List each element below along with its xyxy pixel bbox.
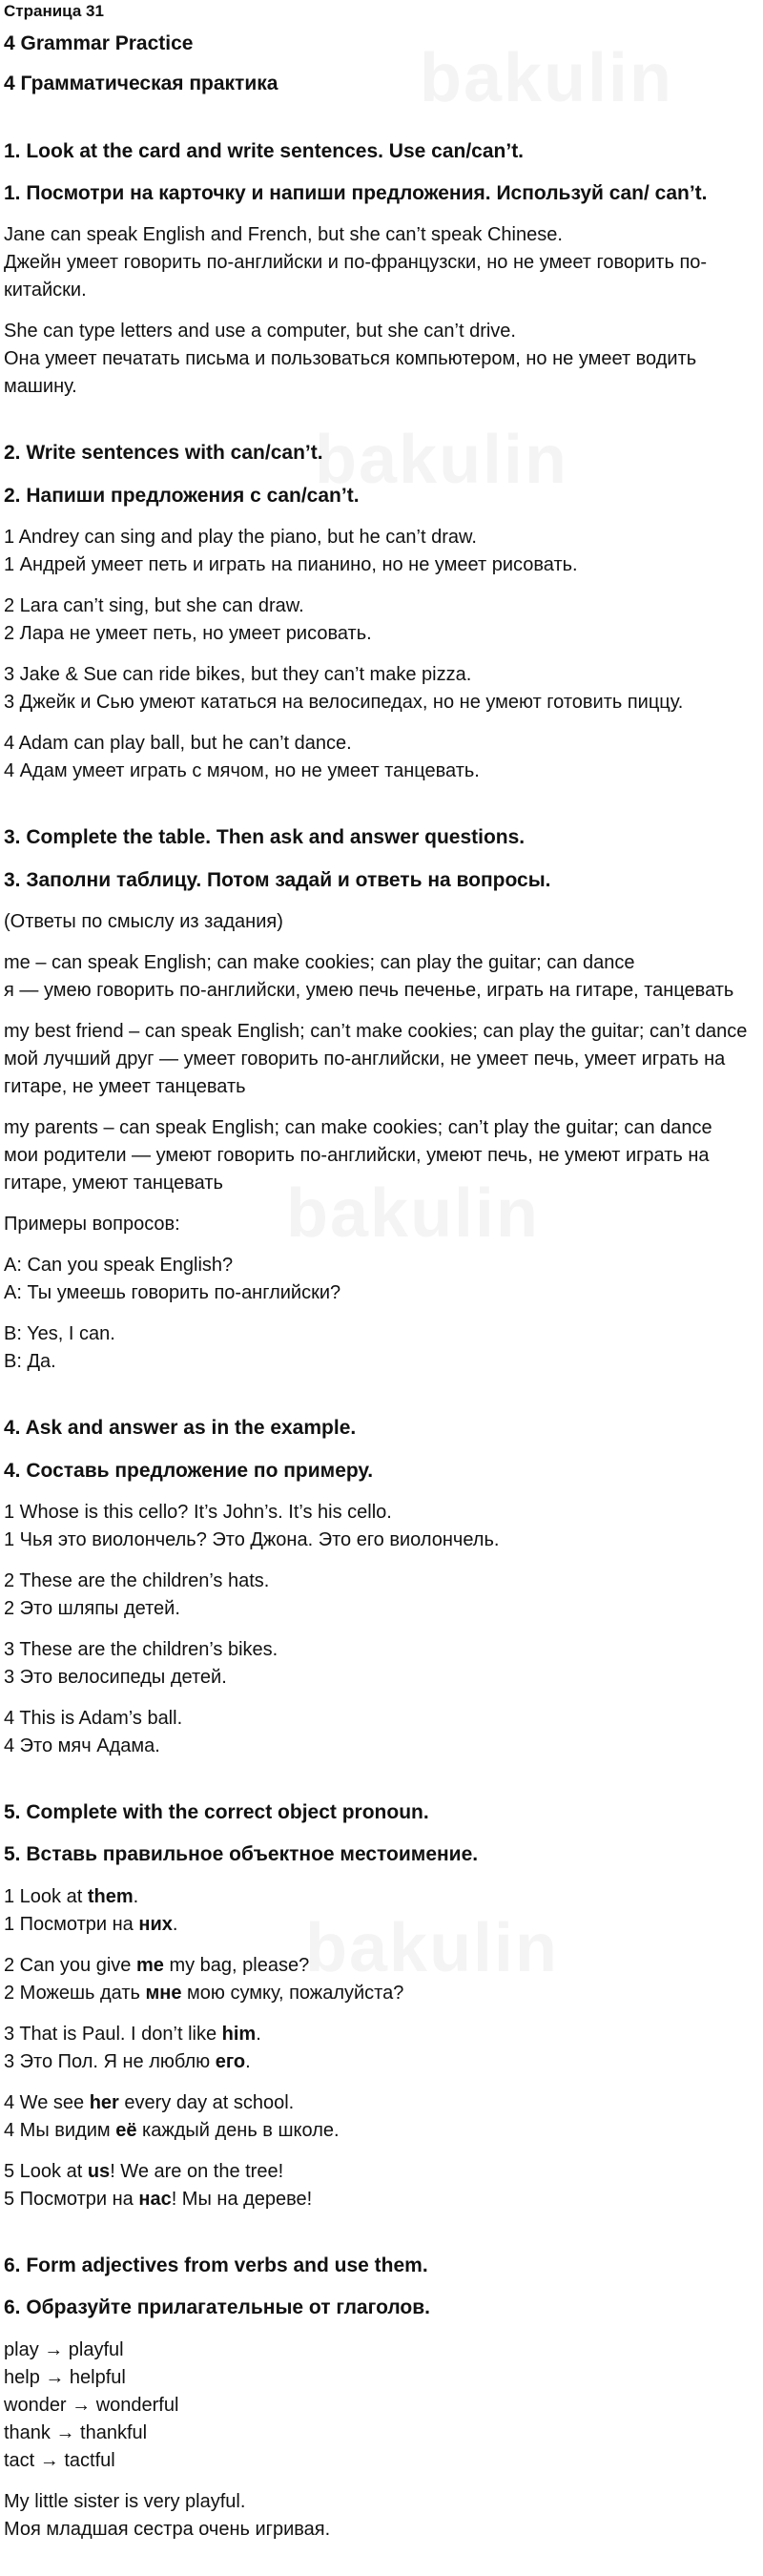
- answer-ru: я — умею говорить по-английски, умею печь печенье, играть на гитаре, танцевать: [4, 980, 734, 1002]
- answer-item: [4, 1952, 753, 2007]
- answer-en: 2 These are the children’s hats.: [4, 1570, 270, 1592]
- answer-en: [4, 1883, 753, 1911]
- example-en: My little sister is very playful.: [4, 2490, 246, 2512]
- section-note: (Ответы по смыслу из задания): [4, 911, 283, 933]
- answer-en: my best friend – can speak English; can’t make cookies; can play the guitar; can’t dance: [4, 1021, 748, 1043]
- answer-text: .: [172, 1913, 178, 1935]
- title-ru: 4 Грамматическая практика: [4, 73, 278, 95]
- answer-item: [4, 1883, 753, 1939]
- answer-text: мою сумку, пожалуйста?: [181, 1982, 404, 2004]
- pronoun-answer: нас: [138, 2188, 172, 2210]
- section-heading-ru: 4. Составь предложение по примеру.: [4, 1459, 374, 1482]
- answer-text: 5 Look at: [4, 2160, 88, 2182]
- answer-text: .: [133, 1885, 139, 1907]
- answer-item: [4, 524, 753, 579]
- page-number: Страница 31: [4, 2, 104, 20]
- answer-text: 4 Мы видим: [4, 2119, 116, 2141]
- pronoun-answer: мне: [145, 1982, 182, 2004]
- examples-label: Примеры вопросов:: [4, 1214, 180, 1236]
- answer-ru: 4 Адам умеет играть с мячом, но не умеет танцевать.: [4, 760, 480, 782]
- section-heading-en: 6. Form adjectives from verbs and use them.: [4, 2254, 428, 2276]
- answer-text: 2 Can you give: [4, 1954, 136, 1976]
- dialogue-ru: А: Ты умеешь говорить по-английски?: [4, 1282, 341, 1304]
- answer-text: my bag, please?: [163, 1954, 310, 1976]
- answer-item: [4, 1705, 753, 1760]
- answer-en: me – can speak English; can make cookies; can play the guitar; can dance: [4, 952, 635, 974]
- section-heading-en: 1. Look at the card and write sentences. Use can/can’t.: [4, 139, 525, 162]
- answer-item: [4, 1018, 753, 1101]
- pronoun-answer: her: [89, 2091, 119, 2113]
- word-pairs-list: [4, 2337, 753, 2475]
- answer-text: каждый день в школе.: [136, 2119, 340, 2141]
- section-heading-ru: 2. Напиши предложения с can/can’t.: [4, 484, 360, 507]
- pronoun-answer: её: [115, 2119, 137, 2141]
- pronoun-answer: них: [138, 1913, 173, 1935]
- answer-ru: мои родители — умеют говорить по-английски, умеют печь, не умеют играть на гитаре, умеют танцевать: [4, 1145, 710, 1195]
- answer-item: [4, 318, 753, 401]
- answer-text: 1 Посмотри на: [4, 1913, 139, 1935]
- answer-text: 3 That is Paul. I don’t like: [4, 2023, 222, 2045]
- answer-ru: 2 Лара не умеет петь, но умеет рисовать.: [4, 623, 372, 645]
- answer-text: ! We are on the tree!: [110, 2160, 284, 2182]
- answer-text: .: [256, 2023, 261, 2045]
- answer-text: 5 Посмотри на: [4, 2188, 139, 2210]
- section-heading-ru: 3. Заполни таблицу. Потом задай и ответь на вопросы.: [4, 868, 551, 891]
- answer-item: [4, 949, 753, 1005]
- answer-text: every day at school.: [118, 2091, 295, 2113]
- answer-ru: Она умеет печатать письма и пользоваться компьютером, но не умеет водить машину.: [4, 348, 697, 398]
- dialogue-ru: В: Да.: [4, 1351, 56, 1373]
- answer-en: She can type letters and use a computer, but she can’t drive.: [4, 321, 516, 343]
- title-en: 4 Grammar Practice: [4, 31, 194, 54]
- answer-ru: [4, 2117, 753, 2145]
- answer-text: 3 Это Пол. Я не люблю: [4, 2050, 216, 2072]
- section-heading-en: 3. Complete the table. Then ask and answer questions.: [4, 826, 526, 849]
- answer-en: [4, 2021, 753, 2048]
- answer-item: [4, 2158, 753, 2213]
- pronoun-answer: them: [87, 1885, 134, 1907]
- pronoun-answer: him: [221, 2023, 257, 2045]
- answer-en: 4 Adam can play ball, but he can’t dance.: [4, 733, 352, 755]
- word-pair: wonder → wonderful: [4, 2394, 179, 2416]
- pronoun-answer: его: [215, 2050, 246, 2072]
- answer-item: [4, 1499, 753, 1554]
- answer-text: .: [245, 2050, 251, 2072]
- word-pair: thank → thankful: [4, 2421, 148, 2443]
- answer-item: [4, 2021, 753, 2076]
- answer-text: 4 We see: [4, 2091, 90, 2113]
- answer-en: [4, 2158, 753, 2186]
- answer-item: [4, 730, 753, 785]
- answer-ru: 4 Это мяч Адама.: [4, 1735, 160, 1757]
- dialogue-en: A: Can you speak English?: [4, 1255, 234, 1277]
- answer-en: 1 Whose is this cello? It’s John’s. It’s his cello.: [4, 1502, 392, 1524]
- answer-item: [4, 592, 753, 648]
- answer-ru: [4, 2186, 753, 2213]
- answer-ru: 3 Джейк и Сью умеют кататься на велосипедах, но не умеют готовить пиццу.: [4, 692, 684, 714]
- section-heading-en: 2. Write sentences with can/can’t.: [4, 442, 323, 465]
- answer-ru: мой лучший друг — умеет говорить по-английски, не умеет печь, умеет играть на гитаре, не умеет танцевать: [4, 1049, 726, 1098]
- answer-en: my parents – can speak English; can make cookies; can’t play the guitar; can dance: [4, 1117, 712, 1139]
- section-heading-ru: 1. Посмотри на карточку и напиши предложения. Используй can/ can’t.: [4, 181, 708, 204]
- answer-ru: 1 Андрей умеет петь и играть на пианино, но не умеет рисовать.: [4, 554, 578, 576]
- answer-ru: Джейн умеет говорить по-английски и по-французски, но не умеет говорить по-китайски.: [4, 252, 708, 301]
- section-6: [4, 2252, 753, 2544]
- answer-en: [4, 2089, 753, 2117]
- section-heading-ru: 5. Вставь правильное объектное местоимение.: [4, 1843, 479, 1866]
- answer-item: [4, 2089, 753, 2145]
- answer-ru: [4, 2048, 753, 2076]
- answer-en: 4 This is Adam’s ball.: [4, 1708, 183, 1730]
- answer-item: [4, 661, 753, 717]
- answer-item: [4, 1636, 753, 1692]
- dialogue-item: [4, 1252, 753, 1307]
- section-heading-en: 5. Complete with the correct object pronoun.: [4, 1801, 429, 1824]
- answer-en: [4, 1952, 753, 1980]
- example-ru: Моя младшая сестра очень игривая.: [4, 2518, 331, 2540]
- answer-ru: 3 Это велосипеды детей.: [4, 1667, 227, 1689]
- section-5: [4, 1798, 753, 2213]
- answer-ru: 1 Чья это виолончель? Это Джона. Это его виолончель.: [4, 1529, 500, 1551]
- section-2: [4, 439, 753, 785]
- word-pair: help → helpful: [4, 2366, 126, 2388]
- answer-ru: [4, 1980, 753, 2007]
- section-1: [4, 137, 753, 402]
- pronoun-answer: us: [87, 2160, 111, 2182]
- section-heading-en: 4. Ask and answer as in the example.: [4, 1417, 357, 1440]
- word-pair: play → playful: [4, 2338, 124, 2360]
- answer-text: 1 Look at: [4, 1885, 88, 1907]
- answer-item: [4, 1568, 753, 1623]
- section-4: [4, 1414, 753, 1760]
- pronoun-answer: me: [135, 1954, 164, 1976]
- dialogue-en: B: Yes, I can.: [4, 1323, 115, 1345]
- word-pair: tact → tactful: [4, 2449, 115, 2471]
- answer-en: Jane can speak English and French, but she can’t speak Chinese.: [4, 224, 563, 246]
- answer-en: 2 Lara can’t sing, but she can draw.: [4, 595, 304, 617]
- dialogue-item: [4, 1320, 753, 1376]
- answer-text: 2 Можешь дать: [4, 1982, 146, 2004]
- section-3: [4, 823, 753, 1376]
- answer-en: 3 Jake & Sue can ride bikes, but they can’t make pizza.: [4, 664, 472, 686]
- answer-item: [4, 221, 753, 304]
- answer-text: ! Мы на дереве!: [171, 2188, 313, 2210]
- answer-item: [4, 1114, 753, 1197]
- answer-ru: 2 Это шляпы детей.: [4, 1598, 180, 1620]
- example-sentence: [4, 2488, 753, 2544]
- answer-en: 1 Andrey can sing and play the piano, but he can’t draw.: [4, 527, 477, 549]
- answer-en: 3 These are the children’s bikes.: [4, 1639, 278, 1661]
- answer-ru: [4, 1911, 753, 1939]
- section-heading-ru: 6. Образуйте прилагательные от глаголов.: [4, 2296, 431, 2319]
